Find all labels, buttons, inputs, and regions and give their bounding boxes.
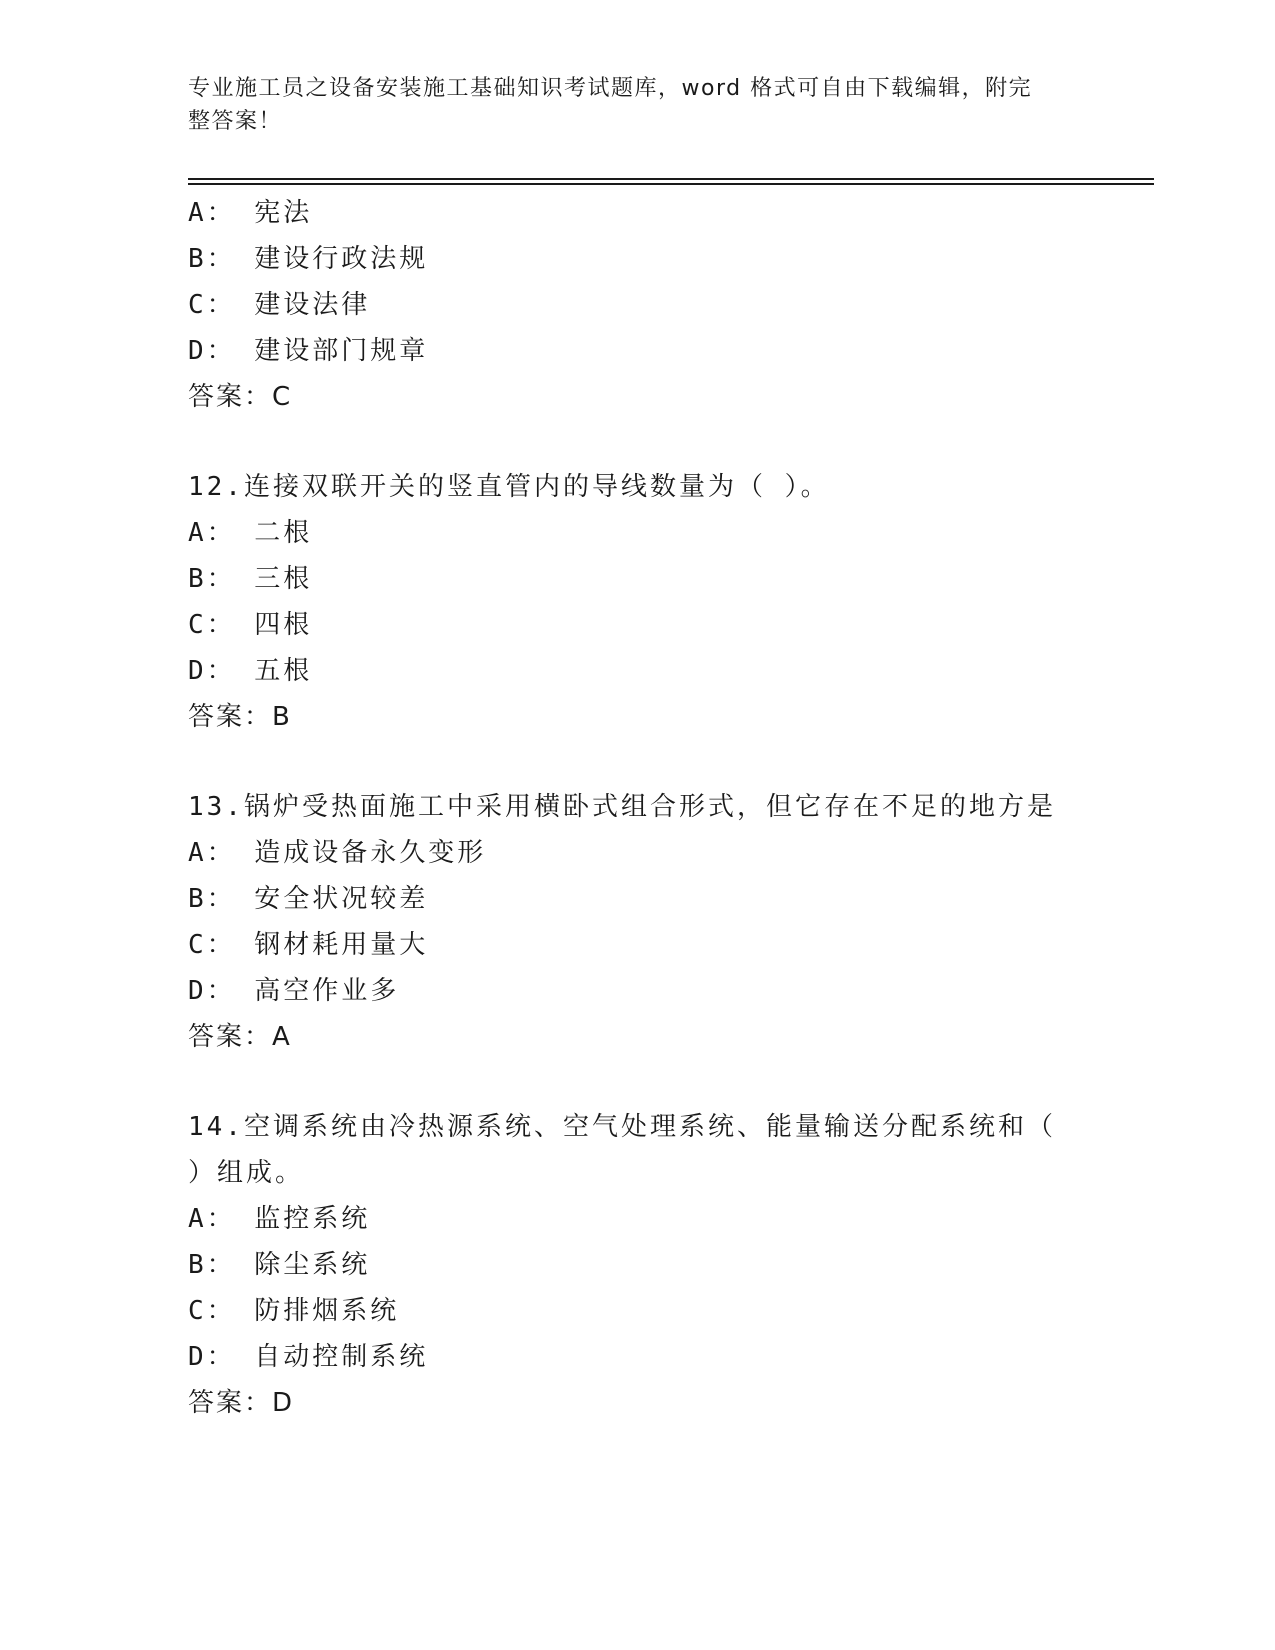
question-12 <box>188 464 1088 740</box>
header-divider-top <box>188 178 1154 180</box>
header-line-2: 整答案！ <box>188 109 283 134</box>
question-stem-line-1: 14.空调系统由冷热源系统、空气处理系统、能量输送分配系统和（ <box>188 1112 1056 1142</box>
option-b: B： 安全状况较差 <box>188 884 429 914</box>
option-d: D： 高空作业多 <box>188 976 400 1006</box>
option-c: C： 防排烟系统 <box>188 1296 400 1326</box>
answer: 答案：B <box>188 702 292 732</box>
answer: 答案：A <box>188 1022 292 1052</box>
option-d: D： 五根 <box>188 656 313 686</box>
question-stem-line-2: ）组成。 <box>188 1158 305 1188</box>
option-b: B： 除尘系统 <box>188 1250 371 1280</box>
option-c: C： 钢材耗用量大 <box>188 930 429 960</box>
option-b: B： 三根 <box>188 564 313 594</box>
header-divider-bottom <box>188 183 1154 185</box>
question-14 <box>188 1104 1088 1426</box>
option-a: A： 宪法 <box>188 198 313 228</box>
option-b: B： 建设行政法规 <box>188 244 429 274</box>
option-d: D： 建设部门规章 <box>188 336 429 366</box>
question-13 <box>188 784 1088 1060</box>
option-a: A： 二根 <box>188 518 313 548</box>
option-d: D： 自动控制系统 <box>188 1342 429 1372</box>
answer: 答案：D <box>188 1388 295 1418</box>
question-11 <box>188 190 1088 420</box>
answer: 答案：C <box>188 382 293 412</box>
header-line-1: 专业施工员之设备安装施工基础知识考试题库，word 格式可自由下载编辑，附完 <box>188 76 1033 101</box>
option-a: A： 监控系统 <box>188 1204 371 1234</box>
option-c: C： 建设法律 <box>188 290 371 320</box>
question-stem: 13.锅炉受热面施工中采用横卧式组合形式，但它存在不足的地方是 <box>188 792 1056 822</box>
option-c: C： 四根 <box>188 610 313 640</box>
document-header <box>188 72 1088 138</box>
question-stem: 12.连接双联开关的竖直管内的导线数量为（ ）。 <box>188 472 830 502</box>
question-list <box>188 190 1088 1426</box>
option-a: A： 造成设备永久变形 <box>188 838 487 868</box>
